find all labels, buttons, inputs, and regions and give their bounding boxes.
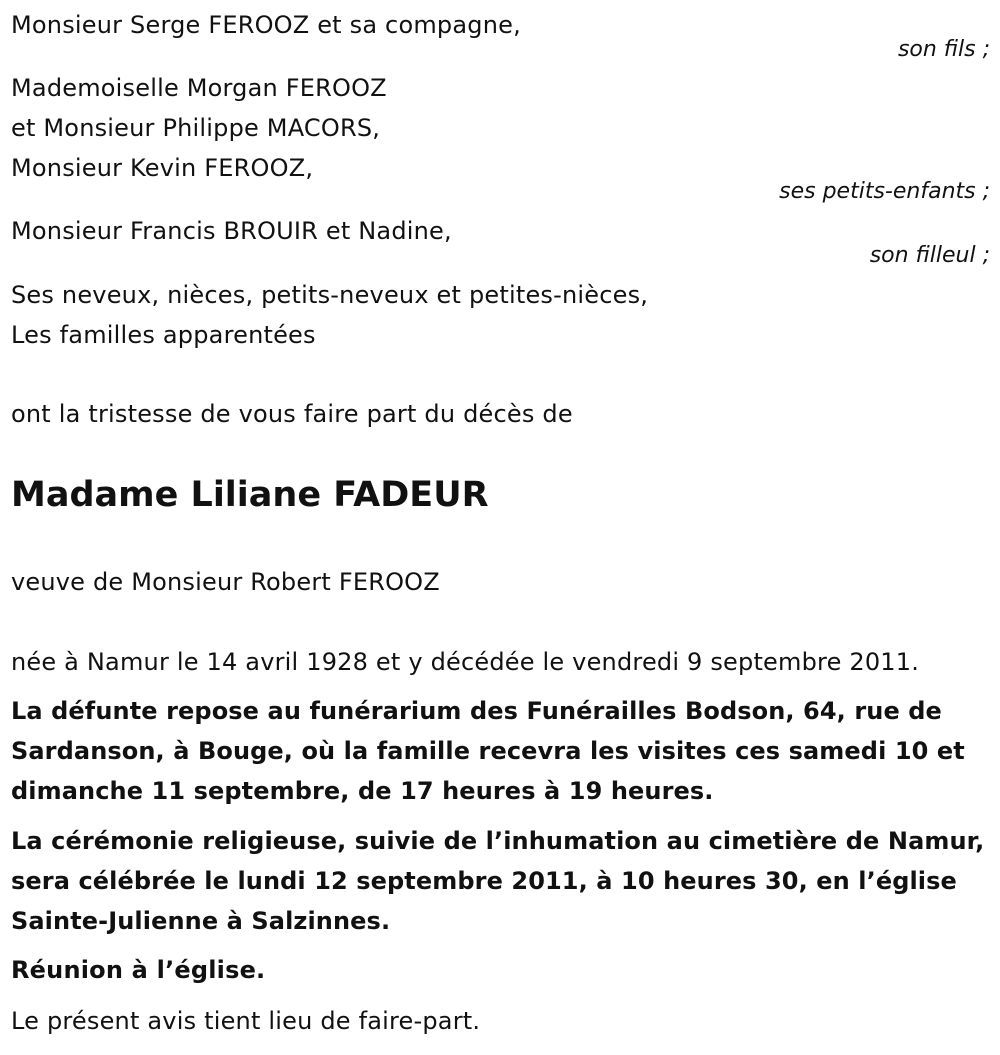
godson-role: son filleul ; [869,243,990,268]
meeting-line: Réunion à l’église. [11,956,266,984]
deceased-name: Madame Liliane FADEUR [11,475,489,515]
announcement-text: ont la tristesse de vous faire part du décès de [11,400,573,428]
godson-line: Monsieur Francis BROUIR et Nadine, [11,217,452,245]
grandchild-line-3: Monsieur Kevin FEROOZ, [11,154,314,182]
grandchild-line-2: et Monsieur Philippe MACORS, [11,114,381,142]
son-line: Monsieur Serge FEROOZ et sa compagne, [11,11,521,39]
ceremony-paragraph: La cérémonie religieuse, suivie de l’inhumation au cimetière de Namur, sera célébrée le lundi 12 septembre 2011, à 10 heures 30, en l’église Sainte-Julienne à Salzinnes. [11,827,985,935]
grandchildren-role: ses petits-enfants ; [779,179,990,204]
grandchild-line-1: Mademoiselle Morgan FEROOZ [11,74,387,102]
relatives-line-1: Ses neveux, nièces, petits-neveux et petites-nièces, [11,281,649,309]
son-role: son fils ; [897,37,990,62]
relatives-line-2: Les familles apparentées [11,321,316,349]
widow-of-line: veuve de Monsieur Robert FEROOZ [11,568,440,596]
visitation-paragraph: La défunte repose au funérarium des Funérailles Bodson, 64, rue de Sardanson, à Bouge, où la famille recevra les visites ces samedi 10 et dimanche 11 septembre, de 17 heures à 19 heures. [11,697,965,805]
closing-line: Le présent avis tient lieu de faire-part. [11,1007,481,1035]
birth-death-line: née à Namur le 14 avril 1928 et y décédée le vendredi 9 septembre 2011. [11,648,920,676]
